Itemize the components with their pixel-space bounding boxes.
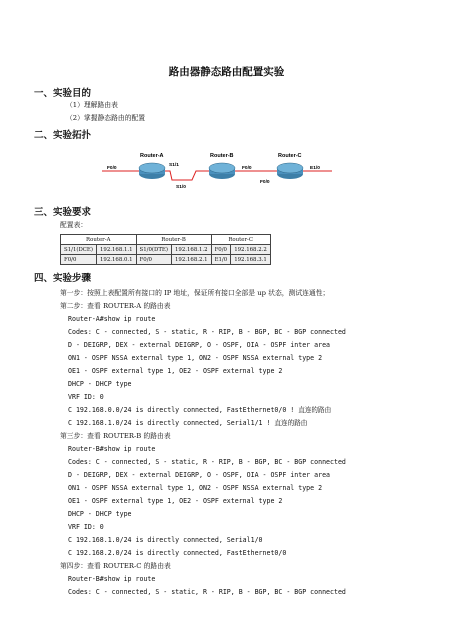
command-output-line: Router-B#show ip route [68, 575, 156, 583]
interface-label: F0/0 [242, 166, 252, 171]
table-cell: 192.168.1.1 [96, 245, 136, 255]
interface-label: S1/0 [176, 185, 186, 190]
table-cell: F0/0 [61, 255, 97, 265]
interface-label: S1/1 [169, 163, 179, 168]
table-row [61, 245, 271, 255]
command-output-line: D - DEIGRP, DEX - external DEIGRP, O - OSPF, OIA - OSPF inter area [68, 341, 331, 349]
step-heading: 第一步：按照上表配置所有接口的 IP 地址，保证所有接口全部是 up 状态，测试连通性； [60, 289, 330, 297]
command-output-line: Router-A#show ip route [68, 315, 156, 323]
interface-label: F0/0 [107, 166, 117, 171]
command-output-line: DHCP - DHCP type [68, 380, 132, 388]
section-heading-requirements: 三、实验要求 [34, 207, 92, 218]
table-cell: S1/1(DCE) [61, 245, 97, 255]
table-cell: 192.168.2.1 [171, 255, 211, 265]
command-output-line: C 192.168.2.0/24 is directly connected, FastEthernet0/0 [68, 549, 287, 557]
table-cell: F0/0 [136, 255, 171, 265]
step-heading: 第三步：查看 ROUTER-B 的路由表 [60, 432, 171, 440]
router-label: Router-B [210, 153, 234, 159]
command-output-line: OE1 - OSPF external type 1, OE2 - OSPF external type 2 [68, 367, 283, 375]
section-heading-topology: 二、实验拓扑 [34, 130, 92, 141]
page-title: 路由器静态路由配置实验 [168, 66, 285, 78]
command-output-line: Router-B#show ip route [68, 445, 156, 453]
table-header: Router-B [136, 235, 211, 245]
command-output-line: ON1 - OSPF NSSA external type 1, ON2 - OSPF NSSA external type 2 [68, 484, 323, 492]
table-header: Router-C [211, 235, 270, 245]
table-header: Router-A [61, 235, 137, 245]
command-output-line: ON1 - OSPF NSSA external type 1, ON2 - OSPF NSSA external type 2 [68, 354, 323, 362]
section-heading-purpose: 一、实验目的 [34, 88, 92, 99]
command-output-line: Codes: C - connected, S - static, R - RIP, B - BGP, BC - BGP connected [68, 328, 346, 336]
router-icon [139, 163, 165, 179]
command-output-line: OE1 - OSPF external type 1, OE2 - OSPF external type 2 [68, 497, 283, 505]
table-cell: E1/0 [211, 255, 231, 265]
command-output-line: C 192.168.1.0/24 is directly connected, Serial1/1 ! 直连的路由 [68, 419, 308, 427]
objective-item: （2）掌握静态路由的配置 [66, 114, 146, 122]
table-cell: 192.168.0.1 [96, 255, 136, 265]
section-heading-steps: 四、实验步骤 [34, 273, 92, 284]
command-output-line: D - DEIGRP, DEX - external DEIGRP, O - OSPF, OIA - OSPF inter area [68, 471, 331, 479]
router-icon [277, 163, 303, 179]
router-label: Router-A [140, 153, 164, 159]
table-cell: 192.168.3.1 [231, 255, 271, 265]
table-cell: 192.168.2.2 [231, 245, 271, 255]
command-output-line: Codes: C - connected, S - static, R - RIP, B - BGP, BC - BGP connected [68, 458, 346, 466]
interface-label: E1/0 [310, 166, 320, 171]
command-output-line: C 192.168.0.0/24 is directly connected, FastEthernet0/0 ! 直连的路由 [68, 406, 332, 414]
config-table-label: 配置表： [60, 221, 88, 229]
command-output-line: C 192.168.1.0/24 is directly connected, Serial1/0 [68, 536, 263, 544]
table-row [61, 255, 271, 265]
router-icon [209, 163, 235, 179]
command-output-line: VRF ID: 0 [68, 393, 104, 401]
table-cell: 192.168.1.2 [171, 245, 211, 255]
step-heading: 第四步：查看 ROUTER-C 的路由表 [60, 562, 171, 570]
objective-item: （1）理解路由表 [66, 101, 118, 109]
step-heading: 第二步：查看 ROUTER-A 的路由表 [60, 302, 171, 310]
topology-diagram [100, 150, 340, 192]
command-output-line: DHCP - DHCP type [68, 510, 132, 518]
command-output-line: Codes: C - connected, S - static, R - RIP, B - BGP, BC - BGP connected [68, 588, 346, 596]
command-output-line: VRF ID: 0 [68, 523, 104, 531]
interface-label: F0/0 [260, 180, 270, 185]
config-table [60, 234, 271, 265]
table-cell: F0/0 [211, 245, 231, 255]
router-label: Router-C [278, 153, 302, 159]
table-cell: S1/0(DTE) [136, 245, 171, 255]
